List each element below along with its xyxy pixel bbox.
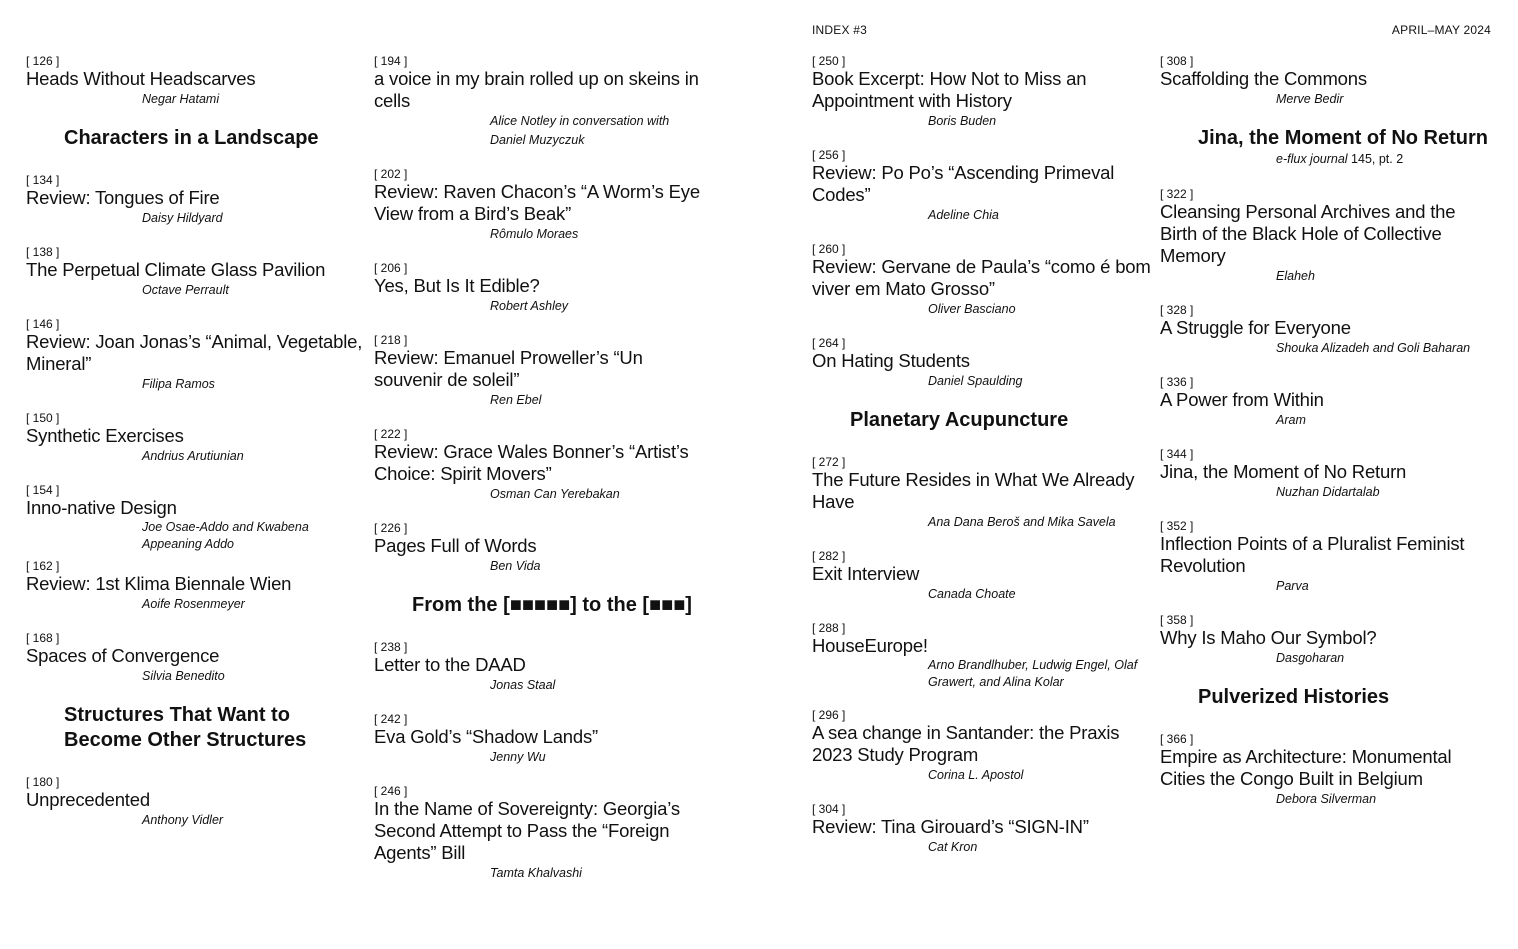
journal-name: e-flux journal bbox=[1276, 152, 1348, 166]
index-entry[interactable] bbox=[812, 455, 1152, 532]
index-entry[interactable] bbox=[374, 167, 704, 244]
issue-date: APRIL–MAY 2024 bbox=[1391, 23, 1491, 37]
index-entry[interactable] bbox=[1160, 732, 1495, 809]
entry-title[interactable]: Spaces of Convergence bbox=[26, 645, 220, 666]
index-entry[interactable] bbox=[26, 559, 366, 614]
page-number: [ 344 ] bbox=[1160, 447, 1194, 461]
page-number: [ 366 ] bbox=[1160, 732, 1194, 746]
entry-title[interactable]: On Hating Students bbox=[812, 350, 970, 371]
entry-author: Corina L. Apostol bbox=[928, 768, 1024, 782]
entry-title[interactable]: Review: Tina Girouard’s “SIGN-IN” bbox=[812, 816, 1089, 837]
entry-title[interactable]: Exit Interview bbox=[812, 563, 920, 584]
index-entry[interactable] bbox=[26, 173, 366, 228]
page-number: [ 246 ] bbox=[374, 784, 408, 798]
entry-author: Ren Ebel bbox=[490, 393, 542, 407]
page-number: [ 272 ] bbox=[812, 455, 846, 469]
index-column-1 bbox=[26, 54, 366, 847]
entry-title[interactable]: HouseEurope! bbox=[812, 635, 928, 656]
entry-author: Debora Silverman bbox=[1276, 792, 1377, 806]
index-entry[interactable] bbox=[812, 621, 1152, 691]
issue-label: INDEX #3 bbox=[812, 23, 867, 37]
entry-title[interactable]: Review: Grace Wales Bonner’s “Artist’s Choice: Spirit Movers” bbox=[374, 441, 689, 484]
page-number: [ 264 ] bbox=[812, 336, 846, 350]
index-entry[interactable] bbox=[812, 148, 1152, 225]
index-entry[interactable] bbox=[26, 317, 366, 394]
index-entry[interactable] bbox=[374, 521, 704, 576]
entry-author: Negar Hatami bbox=[142, 92, 220, 106]
entry-author: Jenny Wu bbox=[490, 750, 546, 764]
section-subtitle bbox=[1276, 151, 1495, 167]
index-entry[interactable] bbox=[812, 708, 1152, 785]
entry-author: Rômulo Moraes bbox=[490, 227, 579, 241]
page-number: [ 162 ] bbox=[26, 559, 60, 573]
entry-title[interactable]: Review: Raven Chacon’s “A Worm’s Eye View from a Bird’s Beak” bbox=[374, 181, 700, 224]
entry-author: Oliver Basciano bbox=[928, 302, 1016, 316]
page-number: [ 322 ] bbox=[1160, 187, 1194, 201]
entry-title[interactable]: Scaffolding the Commons bbox=[1160, 68, 1367, 89]
entry-title[interactable]: Inflection Points of a Pluralist Feminist Revolution bbox=[1160, 533, 1465, 576]
page-number: [ 202 ] bbox=[374, 167, 408, 181]
index-entry[interactable] bbox=[1160, 519, 1495, 596]
page-number: [ 336 ] bbox=[1160, 375, 1194, 389]
entry-title[interactable]: Jina, the Moment of No Return bbox=[1160, 461, 1407, 482]
index-column-2 bbox=[374, 54, 704, 900]
entry-title[interactable]: a voice in my brain rolled up on skeins in cells bbox=[374, 68, 699, 111]
entry-title[interactable]: Eva Gold’s “Shadow Lands” bbox=[374, 726, 598, 747]
index-entry[interactable] bbox=[26, 411, 366, 466]
entry-title[interactable]: Why Is Maho Our Symbol? bbox=[1160, 627, 1377, 648]
entry-author: Joe Osae-Addo and Kwabena Appeaning Addo bbox=[142, 520, 309, 551]
index-entry[interactable] bbox=[374, 54, 704, 150]
entry-author: Dasgoharan bbox=[1276, 651, 1345, 665]
page-number: [ 138 ] bbox=[26, 245, 60, 259]
index-entry[interactable] bbox=[812, 336, 1152, 391]
page-number: [ 180 ] bbox=[26, 775, 60, 789]
index-entry[interactable] bbox=[812, 242, 1152, 319]
page-number: [ 126 ] bbox=[26, 54, 60, 68]
index-entry[interactable] bbox=[1160, 187, 1495, 286]
page-number: [ 150 ] bbox=[26, 411, 60, 425]
entry-title[interactable]: Yes, But Is It Edible? bbox=[374, 275, 540, 296]
index-column-3 bbox=[812, 54, 1152, 874]
index-column-4 bbox=[1160, 54, 1495, 826]
page-number: [ 358 ] bbox=[1160, 613, 1194, 627]
page-number: [ 222 ] bbox=[374, 427, 408, 441]
entry-title[interactable]: Review: Po Po’s “Ascending Primeval Codes” bbox=[812, 162, 1115, 205]
entry-title[interactable]: Book Excerpt: How Not to Miss an Appointment with History bbox=[812, 68, 1087, 111]
page-number: [ 260 ] bbox=[812, 242, 846, 256]
page-number: [ 304 ] bbox=[812, 802, 846, 816]
page-number: [ 352 ] bbox=[1160, 519, 1194, 533]
entry-author: Merve Bedir bbox=[1276, 92, 1344, 106]
index-entry[interactable] bbox=[1160, 54, 1495, 109]
index-entry[interactable] bbox=[374, 784, 704, 883]
page-number: [ 256 ] bbox=[812, 148, 846, 162]
index-entry[interactable] bbox=[812, 549, 1152, 604]
entry-title[interactable]: Heads Without Headscarves bbox=[26, 68, 256, 89]
entry-title[interactable]: Pages Full of Words bbox=[374, 535, 537, 556]
page-number: [ 218 ] bbox=[374, 333, 408, 347]
entry-title[interactable]: Unprecedented bbox=[26, 789, 150, 810]
entry-title[interactable]: Review: Tongues of Fire bbox=[26, 187, 220, 208]
entry-title[interactable]: The Perpetual Climate Glass Pavilion bbox=[26, 259, 326, 280]
index-entry[interactable] bbox=[26, 54, 366, 109]
section-heading: Pulverized Histories bbox=[1198, 686, 1390, 708]
entry-title[interactable]: Cleansing Personal Archives and the Birth of the Black Hole of Collective Memory bbox=[1160, 201, 1456, 266]
entry-author: Octave Perrault bbox=[142, 283, 229, 297]
entry-title[interactable]: Letter to the DAAD bbox=[374, 654, 526, 675]
index-entry[interactable] bbox=[1160, 447, 1495, 502]
page-number: [ 282 ] bbox=[812, 549, 846, 563]
entry-author: Daisy Hildyard bbox=[142, 211, 223, 225]
entry-author: Canada Choate bbox=[928, 587, 1016, 601]
entry-author: Nuzhan Didartalab bbox=[1276, 485, 1380, 499]
index-entry[interactable] bbox=[26, 245, 366, 300]
page-number: [ 250 ] bbox=[812, 54, 846, 68]
index-entry[interactable] bbox=[26, 631, 366, 686]
entry-author: Adeline Chia bbox=[928, 208, 999, 222]
page-number: [ 308 ] bbox=[1160, 54, 1194, 68]
entry-author: Andrius Arutiunian bbox=[142, 449, 244, 463]
entry-author: Ana Dana Beroš and Mika Savela bbox=[928, 515, 1116, 529]
index-entry[interactable] bbox=[1160, 303, 1495, 358]
section-heading: Planetary Acupuncture bbox=[850, 409, 1069, 431]
entry-author: Filipa Ramos bbox=[142, 377, 215, 391]
entry-title[interactable]: The Future Resides in What We Already Have bbox=[812, 469, 1135, 512]
entry-author: Aram bbox=[1276, 413, 1306, 427]
page-number: [ 242 ] bbox=[374, 712, 408, 726]
entry-author: Silvia Benedito bbox=[142, 669, 225, 683]
entry-title[interactable]: A Power from Within bbox=[1160, 389, 1324, 410]
page-number: [ 134 ] bbox=[26, 173, 60, 187]
index-entry[interactable] bbox=[374, 712, 704, 767]
entry-author: Robert Ashley bbox=[490, 299, 569, 313]
index-entry[interactable] bbox=[26, 483, 366, 553]
entry-author: Aoife Rosenmeyer bbox=[142, 597, 245, 611]
index-entry[interactable] bbox=[374, 333, 704, 410]
entry-title[interactable]: Inno-native Design bbox=[26, 497, 177, 518]
index-entry[interactable] bbox=[1160, 375, 1495, 430]
index-entry[interactable] bbox=[374, 261, 704, 316]
page-number: [ 296 ] bbox=[812, 708, 846, 722]
entry-title[interactable]: Review: Gervane de Paula’s “como é bom viver em Mato Grosso” bbox=[812, 256, 1151, 299]
entry-author: Ben Vida bbox=[490, 559, 541, 573]
entry-author: Anthony Vidler bbox=[142, 813, 224, 827]
index-entry[interactable] bbox=[1160, 613, 1495, 668]
page-number: [ 238 ] bbox=[374, 640, 408, 654]
index-entry[interactable] bbox=[812, 54, 1152, 131]
entry-author: Cat Kron bbox=[928, 840, 978, 854]
page-number: [ 168 ] bbox=[26, 631, 60, 645]
section-heading: From the [■■■■■] to the [■■■] bbox=[412, 594, 692, 616]
entry-title[interactable]: Review: Emanuel Proweller’s “Un souvenir de soleil” bbox=[374, 347, 643, 390]
index-entry[interactable] bbox=[374, 427, 704, 504]
entry-author: Daniel Spaulding bbox=[928, 374, 1023, 388]
section-heading: Structures That Want to Become Other Structures bbox=[64, 704, 307, 751]
index-entry[interactable] bbox=[812, 802, 1152, 857]
entry-author: Boris Buden bbox=[928, 114, 997, 128]
entry-title[interactable]: Review: Joan Jonas’s “Animal, Vegetable, Mineral” bbox=[26, 331, 363, 374]
entry-title[interactable]: Synthetic Exercises bbox=[26, 425, 184, 446]
entry-author: Shouka Alizadeh and Goli Baharan bbox=[1276, 341, 1471, 355]
entry-title[interactable]: Review: 1st Klima Biennale Wien bbox=[26, 573, 292, 594]
entry-author: Osman Can Yerebakan bbox=[490, 487, 620, 501]
entry-author: Jonas Staal bbox=[490, 678, 556, 692]
entry-author: Arno Brandlhuber, Ludwig Engel, Olaf Grawert, and Alina Kolar bbox=[928, 658, 1138, 689]
entry-title[interactable]: A Struggle for Everyone bbox=[1160, 317, 1351, 338]
page-number: [ 288 ] bbox=[812, 621, 846, 635]
entry-author: Parva bbox=[1276, 579, 1309, 593]
index-entry[interactable] bbox=[374, 640, 704, 695]
page-number: [ 194 ] bbox=[374, 54, 408, 68]
section-heading: Jina, the Moment of No Return bbox=[1198, 127, 1488, 149]
page-number: [ 226 ] bbox=[374, 521, 408, 535]
entry-title[interactable]: In the Name of Sovereignty: Georgia’s Second Attempt to Pass the “Foreign Agents” Bill bbox=[374, 798, 680, 863]
entry-author: Alice Notley in conversation with Daniel Muzyczuk bbox=[490, 114, 670, 147]
entry-author: Elaheh bbox=[1276, 269, 1315, 283]
index-entry[interactable] bbox=[26, 775, 366, 830]
page-number: [ 206 ] bbox=[374, 261, 408, 275]
section-heading: Characters in a Landscape bbox=[64, 127, 319, 149]
page-number: [ 154 ] bbox=[26, 483, 60, 497]
entry-author: Tamta Khalvashi bbox=[490, 866, 582, 880]
page-number: [ 146 ] bbox=[26, 317, 60, 331]
entry-title[interactable]: Empire as Architecture: Monumental Cities the Congo Built in Belgium bbox=[1160, 746, 1452, 789]
journal-issue: 145, pt. 2 bbox=[1347, 152, 1404, 166]
page-number: [ 328 ] bbox=[1160, 303, 1194, 317]
entry-title[interactable]: A sea change in Santander: the Praxis 2023 Study Program bbox=[812, 722, 1120, 765]
